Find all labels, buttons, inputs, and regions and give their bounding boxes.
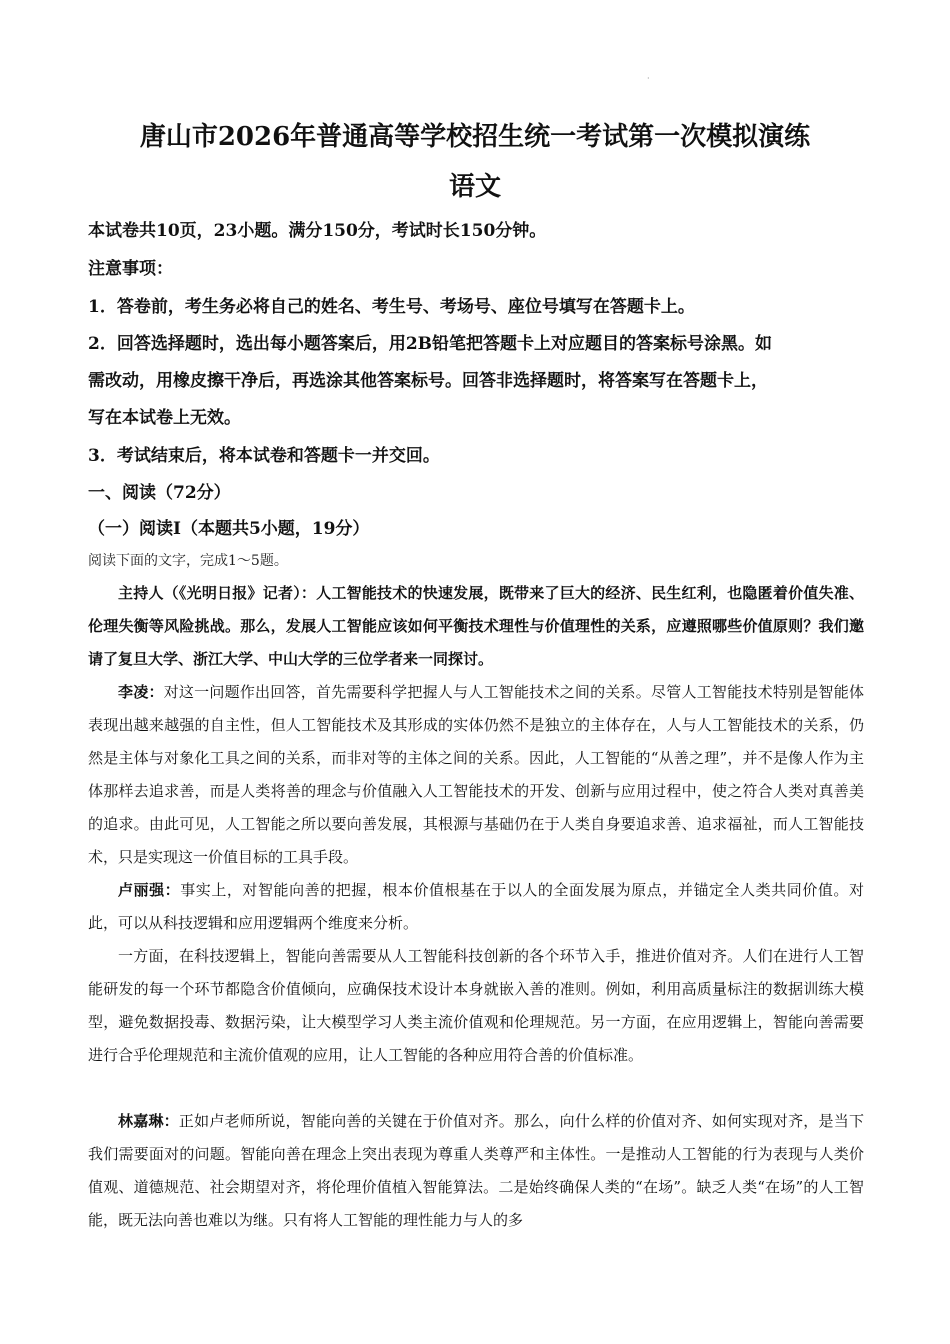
paragraph-lin-jialin [88,1105,864,1237]
notice-heading: 注意事项： [88,259,173,279]
section-title: 一、阅读（72分） [88,483,231,503]
paragraph-text: 一方面，在科技逻辑上，智能向善需要从人工智能科技创新的各个环节入手，推进价值对齐。人们在进行人工智能研发的每一个环节都隐含价值倾向，应确保技术设计本身就嵌入善的准则。例如，利用高质量标注的数据训练大模型，避免数据投毒、数据污染，让大模型学习人类主流价值观和伦理规范。另一方面，在应用逻辑上，智能向善需要进行合乎伦理规范和主流价值观的应用，让人工智能的各种应用符合善的价值标准。 [88,947,864,1064]
paragraph-two-dimensions [88,940,864,1072]
exam-title: 唐山市2026年普通高等学校招生统一考试第一次模拟演练 [139,122,811,152]
notice-item-2-line-3: 写在本试卷上无效。 [88,408,241,428]
paragraph-lu-liqiang [88,874,864,940]
notice-item-2-line-2: 需改动，用橡皮擦干净后，再选涂其他答案标号。回答非选择题时，将答案写在答题卡上， [88,371,768,391]
exam-info: 本试卷共10页，23小题。满分150分，考试时长150分钟。 [88,221,547,241]
paragraph-text: 事实上，对智能向善的把握，根本价值根基在于以人的全面发展为原点，并锚定全人类共同价值。对此，可以从科技逻辑和应用逻辑两个维度来分析。 [88,881,864,932]
host-paragraph: 主持人（《光明日报》记者）：人工智能技术的快速发展，既带来了巨大的经济、民生红利，也隐匿着价值失准、伦理失衡等风险挑战。那么，发展人工智能应该如何平衡技术理性与价值理性的关系，应遵照哪些价值原则？我们邀请了复旦大学、浙江大学、中山大学的三位学者来一同探讨。 [88,584,864,668]
speaker-name: 林嘉琳： [118,1112,179,1130]
notice-item-1: 1．答卷前，考生务必将自己的姓名、考生号、考场号、座位号填写在答题卡上。 [88,297,695,317]
paragraph-li-ling [88,676,864,874]
notice-item-2-line-1: 2．回答选择题时，选出每小题答案后，用2B铅笔把答题卡上对应题目的答案标号涂黑。如 [88,334,773,354]
section-subtitle: （一）阅读Ⅰ（本题共5小题，19分） [88,519,370,539]
paragraph-text: 正如卢老师所说，智能向善的关键在于价值对齐。那么，向什么样的价值对齐、如何实现对齐，是当下我们需要面对的问题。智能向善在理念上突出表现为尊重人类尊严和主体性。一是推动人工智能的行为表现与人类价值观、道德规范、社会期望对齐，将伦理价值植入智能算法。二是始终确保人类的“在场”。缺乏人类“在场”的人工智能，既无法向善也难以为继。只有将人工智能的理性能力与人的多 [88,1112,864,1229]
speaker-name: 李凌： [118,683,164,701]
speaker-name: 卢丽强： [118,881,181,899]
paragraph-text: 对这一问题作出回答，首先需要科学把握人与人工智能技术之间的关系。尽管人工智能技术特别是智能体表现出越来越强的自主性，但人工智能技术及其形成的实体仍然不是独立的主体存在，人与人工智能技术的关系，仍然是主体与对象化工具之间的关系，而非对等的主体之间的关系。因此，人工智能的“从善之理”，并不是像人作为主体那样去追求善，而是人类将善的理念与价值融入人工智能技术的开发、创新与应用过程中，使之符合人类对真善美的追求。由此可见，人工智能之所以要向善发展，其根源与基础仍在于人类自身要追求善、追求福祉，而人工智能技术，只是实现这一价值目标的工具手段。 [88,683,864,866]
subject-title: 语文 [448,172,501,202]
corner-mark: · [647,74,650,83]
notice-item-3: 3．考试结束后，将本试卷和答题卡一并交回。 [88,446,440,466]
reading-instruction: 阅读下面的文字，完成1～5题。 [88,553,288,569]
